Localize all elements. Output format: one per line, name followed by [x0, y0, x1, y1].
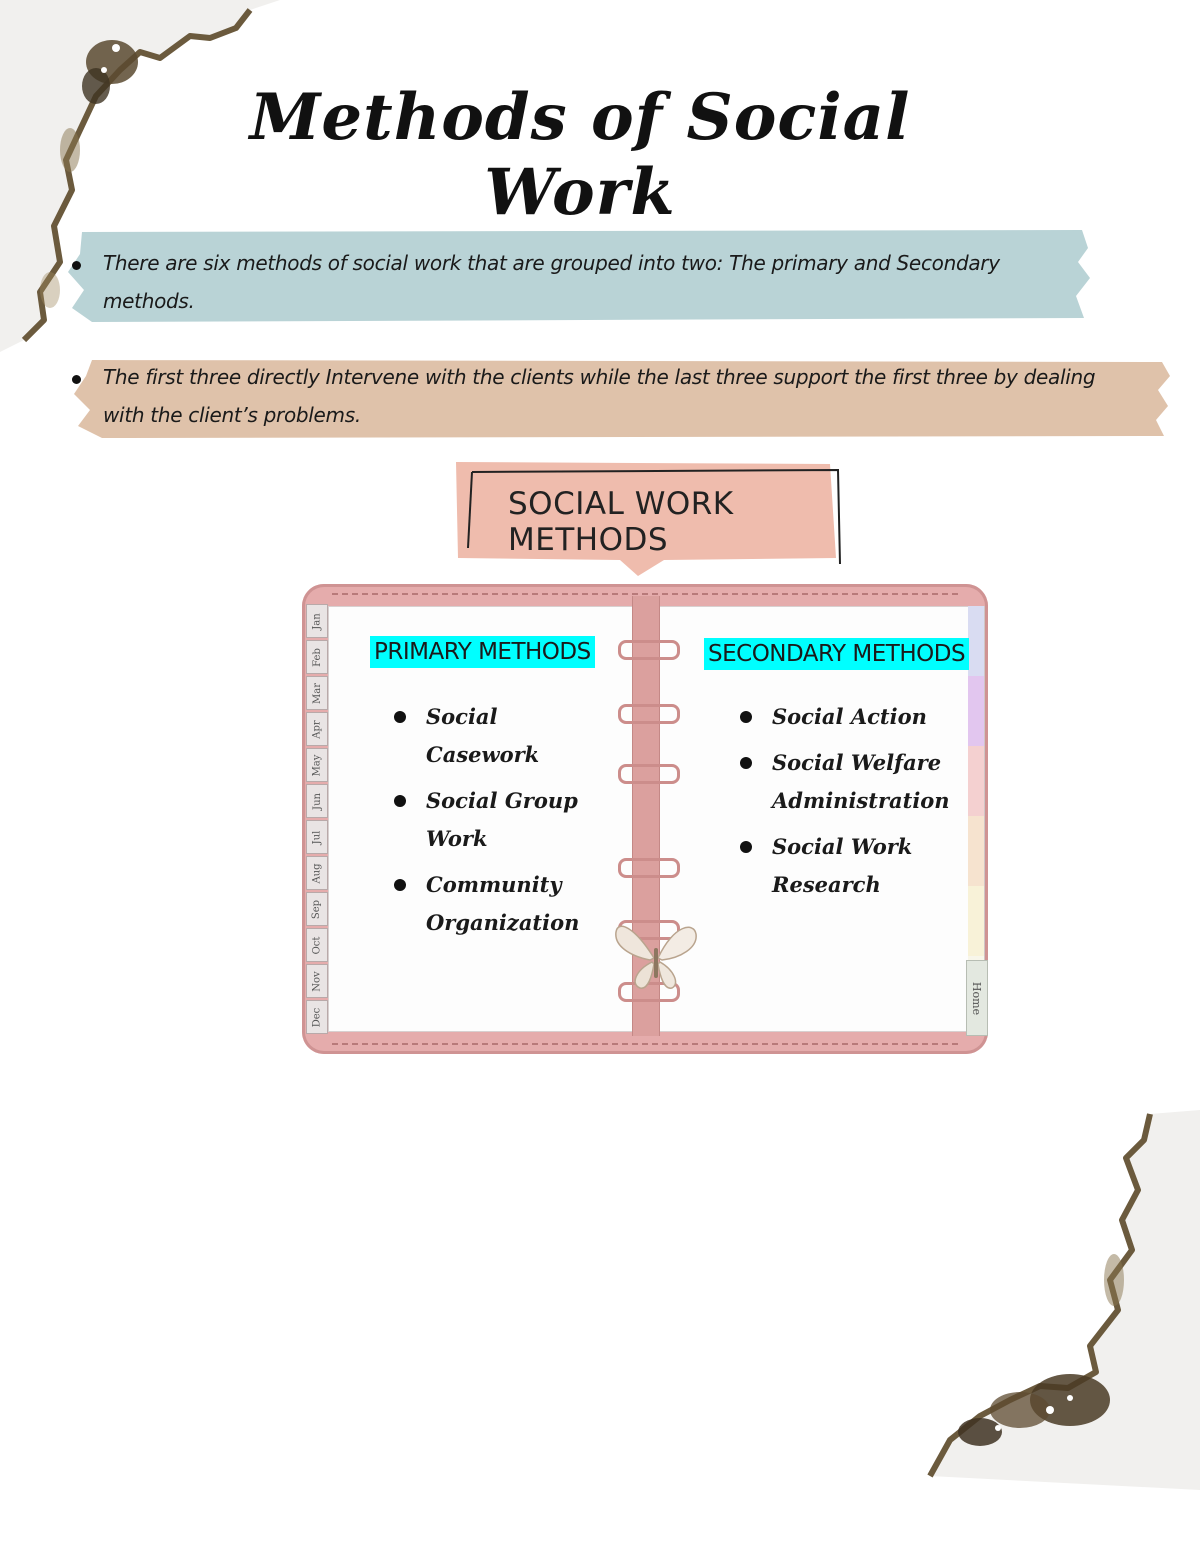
- burnt-paper-corner-bottom-right: [900, 1110, 1200, 1490]
- month-tab-jan[interactable]: [306, 604, 328, 638]
- month-tab-label: Feb: [311, 647, 323, 667]
- month-tab-label: Jun: [311, 792, 323, 810]
- bullet-dot: [72, 261, 81, 270]
- bullet-text: There are six methods of social work that are grouped into two: The primary and Secondary methods.: [103, 251, 1000, 313]
- secondary-methods-heading: SECONDARY METHODS: [704, 638, 969, 670]
- month-tabs: [306, 604, 328, 1036]
- month-tab-nov[interactable]: [306, 964, 328, 998]
- social-work-methods-callout: [450, 458, 850, 580]
- color-tab-5[interactable]: [968, 886, 985, 956]
- stitching-top: [332, 593, 958, 595]
- planner-notebook: [302, 584, 988, 1054]
- list-item: Social Welfare Administration: [738, 744, 958, 820]
- month-tab-dec[interactable]: [306, 1000, 328, 1034]
- month-tab-label: Dec: [311, 1007, 323, 1027]
- list-item: Community Organization: [392, 866, 592, 942]
- primary-methods-heading: PRIMARY METHODS: [370, 636, 595, 668]
- butterfly-icon: [614, 918, 698, 998]
- list-item: Social Casework: [392, 698, 592, 774]
- month-tab-label: May: [311, 754, 323, 776]
- highlighted-bullet-2: [62, 356, 1172, 440]
- binder-ring: [618, 764, 680, 784]
- list-item: Social Action: [738, 698, 958, 736]
- month-tab-oct[interactable]: [306, 928, 328, 962]
- month-tab-label: Sep: [311, 899, 323, 919]
- month-tab-sep[interactable]: [306, 892, 328, 926]
- month-tab-jul[interactable]: [306, 820, 328, 854]
- list-item: Social Group Work: [392, 782, 592, 858]
- binder-ring: [618, 640, 680, 660]
- color-tab-1[interactable]: [968, 606, 985, 676]
- home-tab[interactable]: [966, 960, 988, 1036]
- color-tab-4[interactable]: [968, 816, 985, 886]
- color-tab-3[interactable]: [968, 746, 985, 816]
- month-tab-apr[interactable]: [306, 712, 328, 746]
- month-tab-label: Nov: [311, 970, 323, 992]
- home-tab-label: Home: [970, 981, 984, 1015]
- month-tab-may[interactable]: [306, 748, 328, 782]
- callout-label: SOCIAL WORK METHODS: [508, 486, 734, 558]
- binder-ring: [618, 704, 680, 724]
- month-tab-label: Apr: [311, 719, 323, 739]
- page-title: Methods of Social Work: [249, 80, 911, 230]
- primary-methods-list: [392, 698, 592, 950]
- binder-ring: [618, 858, 680, 878]
- highlighted-bullet-1: [62, 226, 1092, 326]
- color-tab-2[interactable]: [968, 676, 985, 746]
- bullet-text: The first three directly Intervene with the clients while the last three support the first three by dealing with the client’s problems.: [103, 365, 1096, 427]
- month-tab-label: Jul: [311, 830, 323, 844]
- month-tab-feb[interactable]: [306, 640, 328, 674]
- month-tab-jun[interactable]: [306, 784, 328, 818]
- month-tab-label: Oct: [311, 936, 323, 954]
- list-item: Social Work Research: [738, 828, 958, 904]
- month-tab-label: Aug: [311, 862, 323, 884]
- month-tab-label: Mar: [311, 682, 323, 704]
- stitching-bottom: [332, 1043, 958, 1045]
- month-tab-mar[interactable]: [306, 676, 328, 710]
- month-tab-label: Jan: [311, 612, 323, 630]
- secondary-methods-list: [738, 698, 958, 912]
- bullet-dot: [72, 375, 81, 384]
- month-tab-aug[interactable]: [306, 856, 328, 890]
